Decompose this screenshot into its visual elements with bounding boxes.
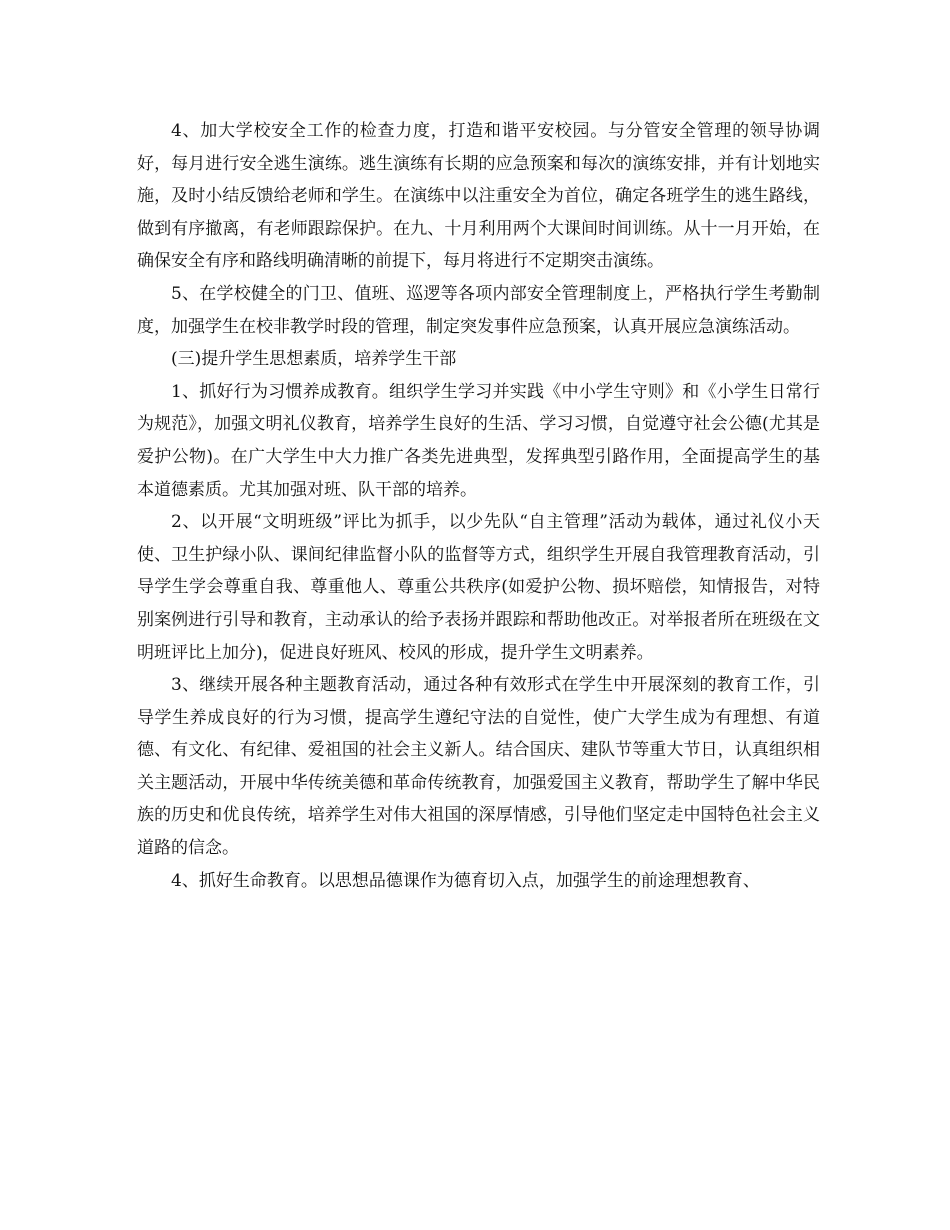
paragraph-theme-education: 3、继续开展各种主题教育活动，通过各种有效形式在学生中开展深刻的教育工作，引导学生养成良好的行为习惯，提高学生遵纪守法的自觉性，使广大学生成为有理想、有道德、有文化、有纪律、爱祖国的社会主义新人。结合国庆、建队节等重大节日，认真组织相关主题活动，开展中华传统美德和革命传统教育，加强爱国主义教育，帮助学生了解中华民族的历史和优良传统，培养学生对伟大祖国的深厚情感，引导他们坚定走中国特色社会主义道路的信念。 <box>137 675 820 859</box>
paragraph-habit-education: 1、抓好行为习惯养成教育。组织学生学习并实践《中小学生守则》和《小学生日常行为规范》，加强文明礼仪教育，培养学生良好的生活、学习习惯，自觉遵守社会公德(尤其是爱护公物)。在广大学生中大力推广各类先进典型，发挥典型引路作用，全面提高学生的基本道德素质。尤其加强对班、队干部的培养。 <box>137 381 820 500</box>
document-body <box>137 115 820 897</box>
section-heading-student-quality: (三)提升学生思想素质，培养学生干部 <box>171 349 457 370</box>
paragraph-safety-drill: 4、加大学校安全工作的检查力度，打造和谐平安校园。与分管安全管理的领导协调好，每月进行安全逃生演练。逃生演练有长期的应急预案和每次的演练安排，并有计划地实施，及时小结反馈给老师和学生。在演练中以注重安全为首位，确定各班学生的逃生路线，做到有序撤离，有老师跟踪保护。在九、十月利用两个大课间时间训练。从十一月开始，在确保安全有序和路线明确清晰的前提下，每月将进行不定期突击演练。 <box>137 121 820 272</box>
paragraph-life-education: 4、抓好生命教育。以思想品德课作为德育切入点，加强学生的前途理想教育、 <box>171 870 760 891</box>
paragraph-civilized-class: 2、以开展“文明班级”评比为抓手，以少先队“自主管理”活动为载体，通过礼仪小天使、卫生护绿小队、课间纪律监督小队的监督等方式，组织学生开展自我管理教育活动，引导学生学会尊重自我、尊重他人、尊重公共秩序(如爱护公物、损坏赔偿，知情报告，对特别案例进行引导和教育，主动承认的给予表扬并跟踪和帮助他改正。对举报者所在班级在文明班评比上加分)，促进良好班风、校风的形成，提升学生文明素养。 <box>137 512 820 663</box>
paragraph-safety-rules: 5、在学校健全的门卫、值班、巡逻等各项内部安全管理制度上，严格执行学生考勤制度，加强学生在校非教学时段的管理，制定突发事件应急预案，认真开展应急演练活动。 <box>137 283 820 337</box>
